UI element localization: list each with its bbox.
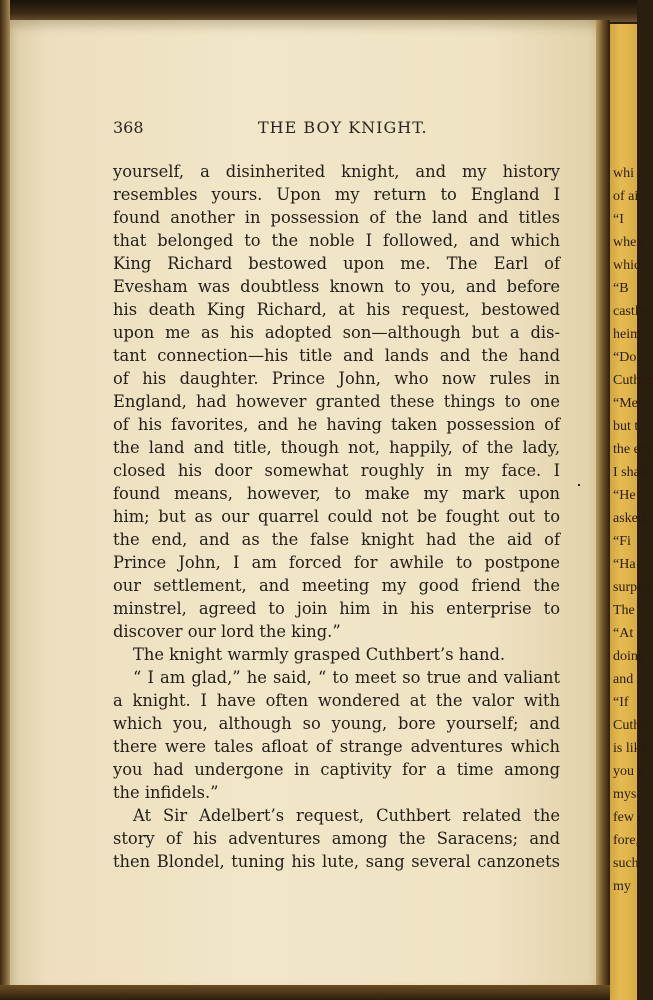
page-header bbox=[113, 118, 560, 142]
facing-page-fragment: “Ha bbox=[613, 557, 636, 572]
text-line: that belonged to the noble I followed, and which bbox=[113, 231, 560, 250]
text-line: discover our lord the king.” bbox=[113, 622, 341, 641]
text-line: Evesham was doubtless known to you, and before bbox=[113, 277, 560, 296]
facing-page-fragment: the em bbox=[613, 442, 651, 457]
facing-page-fragment: “Me bbox=[613, 396, 638, 411]
facing-page-fragment: “Do bbox=[613, 350, 637, 365]
facing-page-fragment: “Fi bbox=[613, 534, 631, 549]
text-line: then Blondel, tuning his lute, sang several canzonets bbox=[113, 852, 560, 871]
text-line: tant connection—his title and lands and the hand bbox=[113, 346, 560, 365]
text-line: his death King Richard, at his request, bestowed bbox=[113, 300, 560, 319]
facing-page-fragment: “If bbox=[613, 695, 629, 710]
facing-page-fragment: whicl bbox=[613, 258, 645, 273]
text-line: story of his adventures among the Saracens; and bbox=[113, 829, 560, 848]
facing-page-fragment: “I bbox=[613, 212, 624, 227]
facing-page-fragment: I shall bbox=[613, 465, 648, 480]
facing-page-fragment: my bbox=[613, 879, 631, 894]
text-line: a knight. I have often wondered at the valor with bbox=[113, 691, 560, 710]
text-line: England, had however granted these things to one bbox=[113, 392, 560, 411]
text-line: yourself, a disinherited knight, and my history bbox=[113, 162, 560, 181]
text-line: found another in possession of the land and titles bbox=[113, 208, 560, 227]
text-line: At Sir Adelbert’s request, Cuthbert related the bbox=[133, 806, 560, 825]
facing-page-fragments bbox=[610, 162, 653, 898]
text-line: minstrel, agreed to join him in his enterprise to bbox=[113, 599, 560, 618]
facing-page-fragment: Cuthbe bbox=[613, 373, 653, 388]
facing-page-fragment: “He bbox=[613, 488, 636, 503]
text-line: which you, although so young, bore yourself; and bbox=[113, 714, 560, 733]
text-line: King Richard bestowed upon me. The Earl of bbox=[113, 254, 560, 273]
facing-page-fragment: “At bbox=[613, 626, 634, 641]
facing-page-fragment: is like bbox=[613, 741, 647, 756]
facing-page-fragment: The bbox=[613, 603, 635, 618]
book-gutter bbox=[596, 20, 610, 995]
facing-page-fragment: fore, bbox=[613, 833, 640, 848]
facing-page-fragment: whi bbox=[613, 166, 634, 181]
facing-page-fragment: castle bbox=[613, 304, 645, 319]
text-line: Prince John, I am forced for awhile to postpone bbox=[113, 553, 560, 572]
facing-page-fragment: myse bbox=[613, 787, 643, 802]
text-line: the end, and as the false knight had the aid of bbox=[113, 530, 560, 549]
text-line: him; but as our quarrel could not be fought out to bbox=[113, 507, 560, 526]
running-head: THE BOY KNIGHT. bbox=[258, 118, 428, 137]
facing-page-fragment: Cuthb bbox=[613, 718, 648, 733]
text-line: resembles yours. Upon my return to England I bbox=[113, 185, 560, 204]
ink-speck bbox=[578, 484, 580, 486]
facing-page-fragment: asked. bbox=[613, 511, 649, 526]
facing-page-fragment: heim.” bbox=[613, 327, 651, 342]
facing-page-fragment: of ai bbox=[613, 189, 639, 204]
text-line: our settlement, and meeting my good friend the bbox=[113, 576, 560, 595]
facing-page-fragment: you n bbox=[613, 764, 645, 779]
facing-page-fragment: when bbox=[613, 235, 644, 250]
bottom-shadow-band bbox=[0, 985, 610, 1000]
page-number: 368 bbox=[113, 118, 144, 137]
text-line: of his daughter. Prince John, who now rules in bbox=[113, 369, 560, 388]
text-line: you had undergone in captivity for a time among bbox=[113, 760, 560, 779]
facing-page-fragment: “B bbox=[613, 281, 629, 296]
text-line: “ I am glad,” he said, “ to meet so true and valiant bbox=[133, 668, 560, 687]
text-line: The knight warmly grasped Cuthbert’s hand. bbox=[133, 645, 506, 664]
text-line: closed his door somewhat roughly in my face. I bbox=[113, 461, 560, 480]
text-line: there were tales afloat of strange adventures which bbox=[113, 737, 560, 756]
facing-page-fragment: but t bbox=[613, 419, 639, 434]
facing-page-fragment: such bbox=[613, 856, 639, 871]
text-line: found means, however, to make my mark upon bbox=[113, 484, 560, 503]
facing-page-fragment: doing bbox=[613, 649, 645, 664]
text-line: the land and title, though not, happily, of the lady, bbox=[113, 438, 560, 457]
top-shadow-band bbox=[0, 0, 637, 22]
text-line: upon me as his adopted son—although but a dis- bbox=[113, 323, 560, 342]
text-line: the infidels.” bbox=[113, 783, 219, 802]
facing-page-fragment: few c bbox=[613, 810, 644, 825]
facing-page-fragment: surpris bbox=[613, 580, 652, 595]
facing-page-edge bbox=[610, 24, 653, 1000]
book-edge bbox=[0, 0, 10, 1000]
facing-page-fragment: and a bbox=[613, 672, 643, 687]
page-body-text bbox=[113, 160, 560, 873]
text-line: of his favorites, and he having taken possession of bbox=[113, 415, 560, 434]
